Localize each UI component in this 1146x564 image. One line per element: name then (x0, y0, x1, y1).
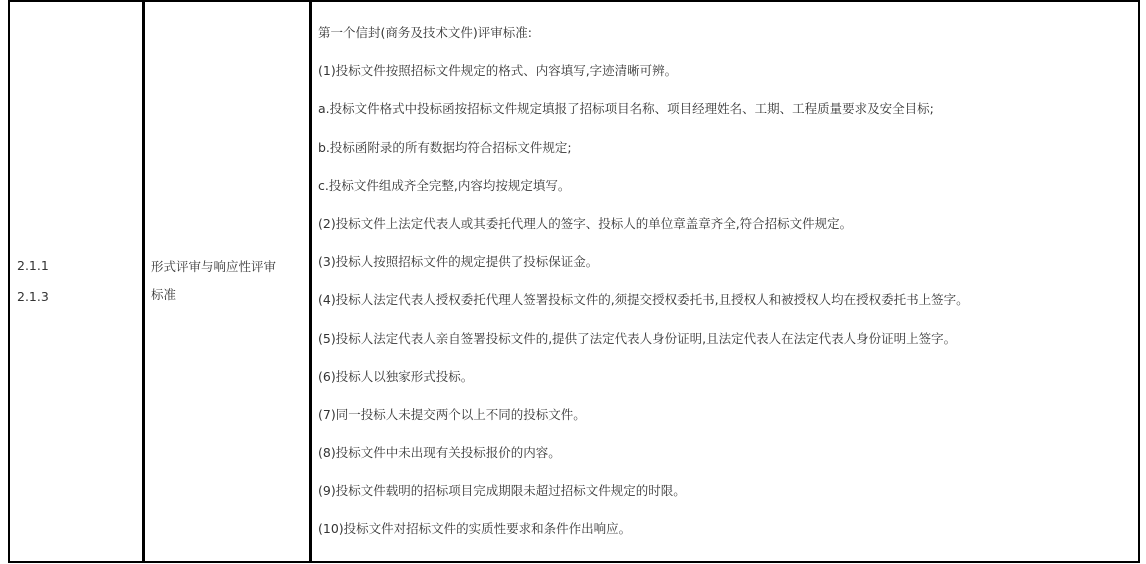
criteria-item: (4)投标人法定代表人授权委托代理人签署投标文件的,须提交授权委托书,且授权人和被授权人均在授权委托书上签字。 (318, 292, 969, 308)
table-row (9, 1, 1139, 562)
section-number: 2.1.3 (17, 289, 49, 305)
criteria-name-cell (144, 1, 311, 562)
criteria-table (8, 0, 1140, 563)
criteria-item: c.投标文件组成齐全完整,内容均按规定填写。 (318, 177, 571, 193)
criteria-item: (2)投标文件上法定代表人或其委托代理人的签字、投标人的单位章盖章齐全,符合招标文件规定。 (318, 215, 853, 231)
criteria-table-container (8, 0, 1140, 556)
criteria-heading: 第一个信封(商务及技术文件)评审标准: (318, 25, 532, 40)
criteria-detail-cell (311, 1, 1139, 562)
criteria-item: (6)投标人以独家形式投标。 (318, 368, 474, 384)
criteria-name-line: 形式评审与响应性评审 (151, 259, 277, 275)
criteria-item: a.投标文件格式中投标函按招标文件规定填报了招标项目名称、项目经理姓名、工期、工程质量要求及安全目标; (318, 101, 934, 117)
criteria-item: (9)投标文件载明的招标项目完成期限未超过招标文件规定的时限。 (318, 483, 686, 499)
criteria-item: b.投标函附录的所有数据均符合招标文件规定; (318, 139, 572, 155)
criteria-item: (5)投标人法定代表人亲自签署投标文件的,提供了法定代表人身份证明,且法定代表人在法定代表人身份证明上签字。 (318, 330, 957, 346)
criteria-item: (1)投标文件按照招标文件规定的格式、内容填写,字迹清晰可辨。 (318, 63, 678, 79)
criteria-item: (8)投标文件中未出现有关投标报价的内容。 (318, 445, 561, 461)
criteria-name-line: 标准 (151, 287, 177, 303)
criteria-item: (3)投标人按照招标文件的规定提供了投标保证金。 (318, 254, 599, 270)
section-number: 2.1.1 (17, 258, 49, 274)
criteria-item: (10)投标文件对招标文件的实质性要求和条件作出响应。 (318, 521, 632, 537)
section-number-cell (9, 1, 144, 562)
criteria-item: (7)同一投标人未提交两个以上不同的投标文件。 (318, 406, 586, 422)
